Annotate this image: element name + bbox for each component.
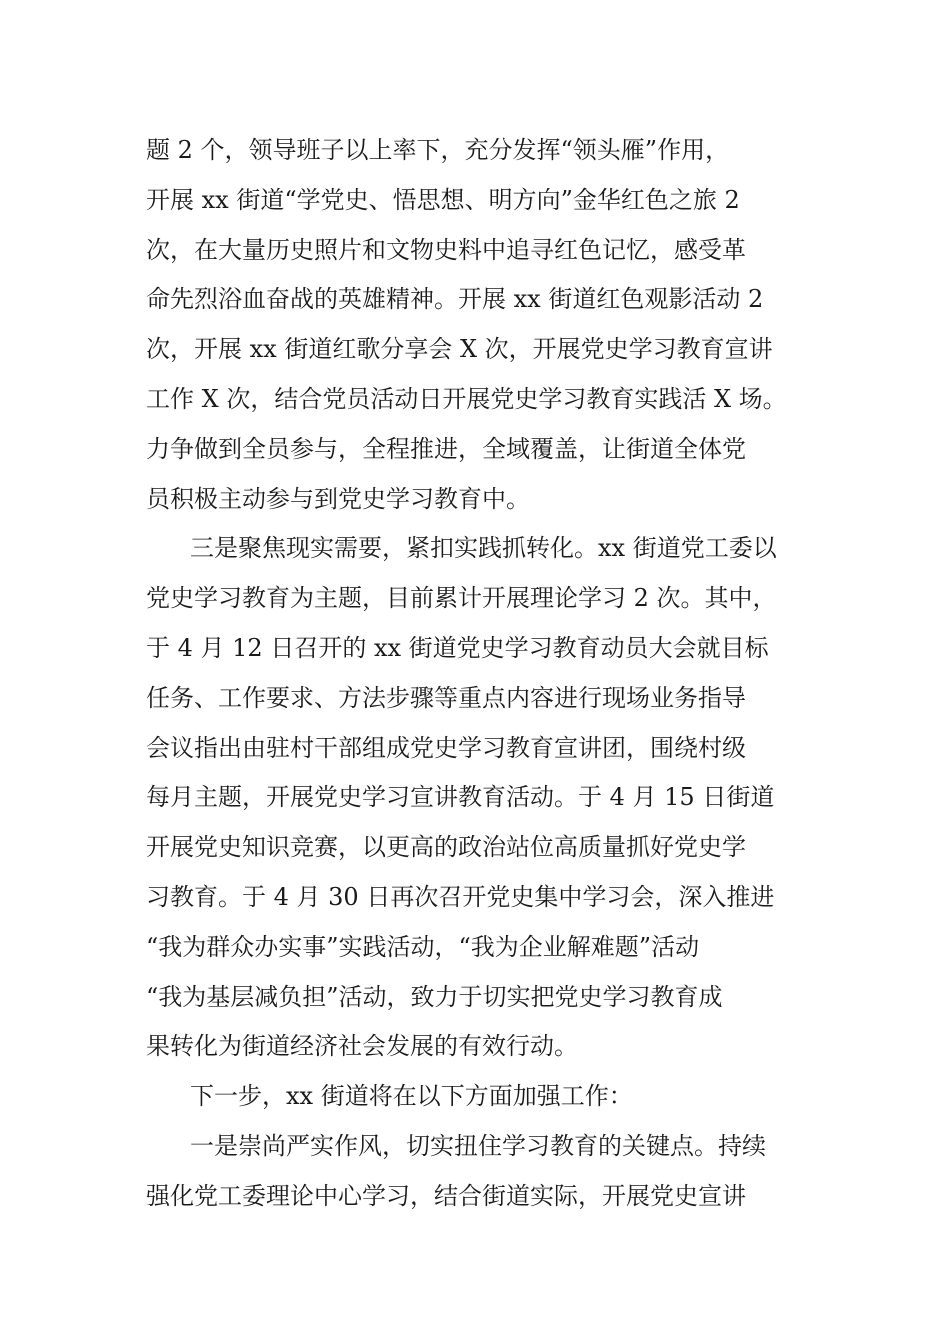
text-line-13: 会议指出由驻村干部组成党史学习教育宣讲团，围绕村级 <box>146 733 746 762</box>
text-line-5: 次，开展 xx 街道红歌分享会 X 次，开展党史学习教育宣讲 <box>146 335 773 364</box>
text-line-6: 工作 X 次，结合党员活动日开展党史学习教育实践活 X 场。 <box>146 384 787 413</box>
text-line-3: 次，在大量历史照片和文物史料中追寻红色记忆，感受革 <box>146 235 746 264</box>
text-line-11: 于 4 月 12 日召开的 xx 街道党史学习教育动员大会就目标 <box>146 633 769 662</box>
text-line-10: 党史学习教育为主题，目前累计开展理论学习 2 次。其中， <box>146 584 777 613</box>
text-line-9: 三是聚焦现实需要，紧扣实践抓转化。xx 街道党工委以 <box>190 534 777 563</box>
text-line-20: 下一步，xx 街道将在以下方面加强工作： <box>190 1082 633 1111</box>
text-line-21: 一是崇尚严实作风，切实扭住学习教育的关键点。持续 <box>190 1131 766 1160</box>
text-line-16: 习教育。于 4 月 30 日再次召开党史集中学习会，深入推进 <box>146 882 775 911</box>
text-line-1: 题 2 个，领导班子以上率下，充分发挥“领头雁”作用， <box>146 136 730 164</box>
text-line-14: 每月主题，开展党史学习宣讲教育活动。于 4 月 15 日街道 <box>146 783 775 812</box>
text-line-17: “我为群众办实事”实践活动，“我为企业解难题”活动 <box>146 932 700 961</box>
text-line-18: “我为基层减负担”活动，致力于切实把党史学习教育成 <box>146 982 723 1011</box>
text-line-4: 命先烈浴血奋战的英雄精神。开展 xx 街道红色观影活动 2 <box>146 285 764 314</box>
text-line-19: 果转化为街道经济社会发展的有效行动。 <box>146 1032 578 1061</box>
text-line-15: 开展党史知识竞赛，以更高的政治站位高质量抓好党史学 <box>146 833 746 862</box>
text-line-7: 力争做到全员参与，全程推进，全域覆盖，让街道全体党 <box>146 434 746 463</box>
text-line-12: 任务、工作要求、方法步骤等重点内容进行现场业务指导 <box>146 683 746 712</box>
text-line-22: 强化党工委理论中心学习，结合街道实际，开展党史宣讲 <box>146 1181 746 1210</box>
text-line-2: 开展 xx 街道“学党史、悟思想、明方向”金华红色之旅 2 <box>146 185 740 214</box>
text-line-8: 员积极主动参与到党史学习教育中。 <box>146 484 530 513</box>
body-text <box>146 126 814 1222</box>
